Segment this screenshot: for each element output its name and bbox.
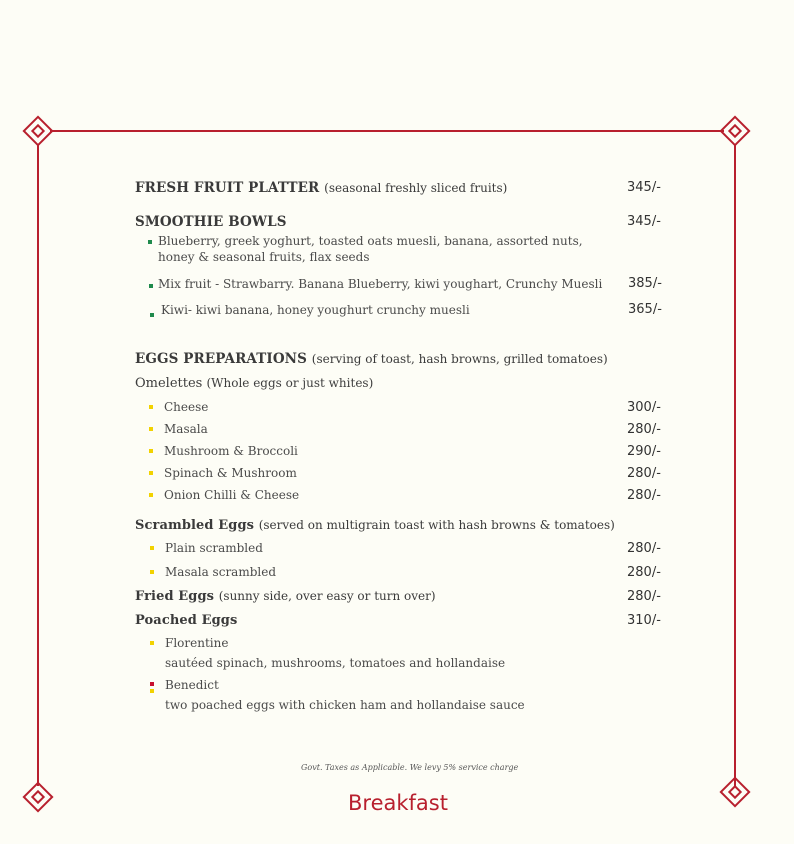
fresh-fruit-platter-price: 345/-: [627, 180, 661, 195]
smoothie-item-mix-fruit-price: 385/-: [628, 276, 662, 291]
smoothie-item-blueberry-line2: honey & seasonal fruits, flax seeds: [158, 250, 370, 264]
omelette-item-masala: Masala: [164, 422, 208, 436]
frame-corner-ornament-bottom-left: [22, 781, 53, 812]
nonveg-marker-icon: [150, 682, 154, 686]
smoothie-item-kiwi-price: 365/-: [628, 302, 662, 317]
scrambled-eggs-title: Scrambled Eggs: [135, 518, 255, 533]
veg-marker-icon: [150, 546, 154, 550]
omelette-item-cheese: Cheese: [164, 400, 209, 414]
omelette-item-masala-price: 280/-: [627, 422, 661, 437]
poached-item-florentine: Florentine: [165, 636, 229, 650]
scrambled-eggs-heading: [135, 518, 615, 533]
omelettes-heading: [135, 376, 373, 391]
scrambled-item-masala-price: 280/-: [627, 565, 661, 580]
omelette-item-cheese-price: 300/-: [627, 400, 661, 415]
smoothie-item-mix-fruit: Mix fruit - Strawbarry. Banana Blueberry, kiwi youghart, Crunchy Muesli: [158, 277, 603, 291]
veg-marker-icon: [149, 449, 153, 453]
omelettes-note: (Whole eggs or just whites): [206, 376, 374, 390]
smoothie-bowls-heading: SMOOTHIE BOWLS: [135, 214, 287, 230]
poached-item-benedict: Benedict: [165, 678, 219, 692]
omelette-item-onion-chilli-cheese: Onion Chilli & Cheese: [164, 488, 300, 502]
frame-left-border: [37, 144, 39, 786]
poached-item-florentine-desc: sautéed spinach, mushrooms, tomatoes and hollandaise: [165, 656, 506, 670]
frame-corner-ornament-bottom-right: [719, 776, 750, 807]
fresh-fruit-platter-heading: [135, 180, 507, 196]
taxes-footnote: Govt. Taxes as Applicable. We levy 5% service charge: [301, 763, 519, 772]
scrambled-item-plain-price: 280/-: [627, 541, 661, 556]
veg-marker-icon: [150, 641, 154, 645]
veg-marker-icon: [149, 471, 153, 475]
poached-eggs-heading: Poached Eggs: [135, 613, 238, 628]
smoothie-item-blueberry-line1: Blueberry, greek yoghurt, toasted oats muesli, banana, assorted nuts,: [158, 234, 583, 248]
veg-marker-icon: [150, 689, 154, 693]
fried-eggs-title: Fried Eggs: [135, 589, 215, 604]
eggs-preparations-note: (serving of toast, hash browns, grilled tomatoes): [311, 352, 608, 366]
veg-marker-icon: [149, 405, 153, 409]
eggs-preparations-heading: [135, 351, 608, 367]
fresh-fruit-platter-note: (seasonal freshly sliced fruits): [324, 181, 508, 195]
scrambled-eggs-note: (served on multigrain toast with hash browns & tomatoes): [258, 518, 615, 532]
fried-eggs-price: 280/-: [627, 589, 661, 604]
frame-top-border: [50, 130, 724, 132]
vegan-marker-icon: [148, 240, 152, 244]
omelettes-title: Omelettes: [135, 376, 203, 391]
scrambled-item-plain: Plain scrambled: [165, 541, 263, 555]
fried-eggs-heading: [135, 589, 436, 604]
fried-eggs-note: (sunny side, over easy or turn over): [218, 589, 436, 603]
eggs-preparations-title: EGGS PREPARATIONS: [135, 351, 307, 367]
vegan-marker-icon: [150, 313, 154, 317]
omelette-item-spinach-mushroom-price: 280/-: [627, 466, 661, 481]
veg-marker-icon: [149, 493, 153, 497]
fresh-fruit-platter-title: FRESH FRUIT PLATTER: [135, 180, 320, 196]
frame-right-border: [734, 144, 736, 786]
scrambled-item-masala: Masala scrambled: [165, 565, 277, 579]
veg-marker-icon: [150, 570, 154, 574]
smoothie-bowls-price: 345/-: [627, 214, 661, 229]
omelette-item-mushroom-broccoli: Mushroom & Broccoli: [164, 444, 298, 458]
vegan-marker-icon: [149, 284, 153, 288]
frame-corner-ornament-top-left: [22, 115, 53, 146]
frame-corner-ornament-top-right: [719, 115, 750, 146]
omelette-item-spinach-mushroom: Spinach & Mushroom: [164, 466, 297, 480]
omelette-item-onion-chilli-cheese-price: 280/-: [627, 488, 661, 503]
veg-marker-icon: [149, 427, 153, 431]
smoothie-item-kiwi: Kiwi- kiwi banana, honey youghurt crunchy muesli: [161, 303, 470, 317]
section-title: Breakfast: [348, 791, 448, 815]
poached-item-benedict-desc: two poached eggs with chicken ham and hollandaise sauce: [165, 698, 525, 712]
poached-eggs-price: 310/-: [627, 613, 661, 628]
omelette-item-mushroom-broccoli-price: 290/-: [627, 444, 661, 459]
